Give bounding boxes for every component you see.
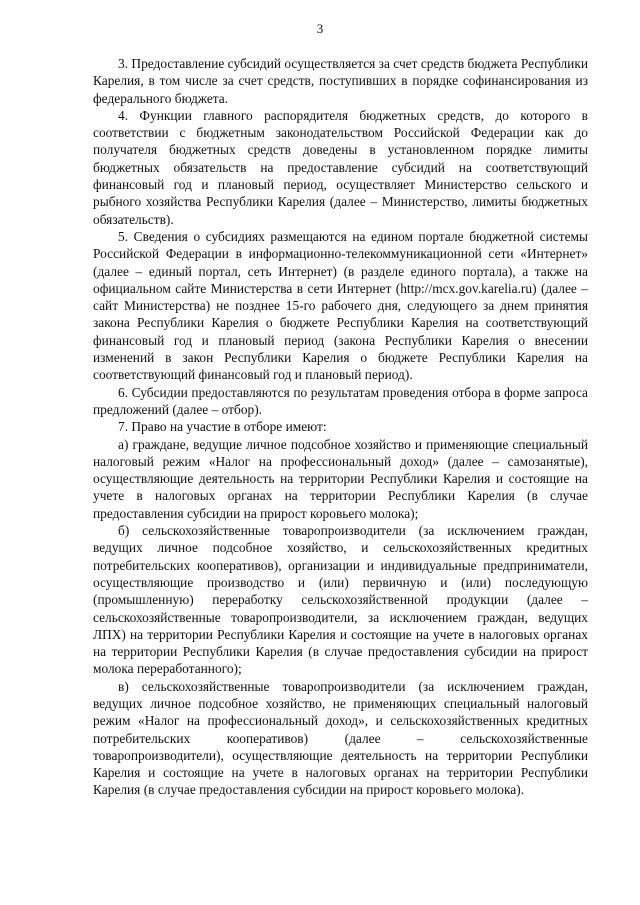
paragraph-subitem-a: а) граждане, ведущие личное подсобное хозяйство и применяющие специальный налоговый режим «Налог на профессиональный доход» (далее – самозанятые), осуществляющие деятельность на территории Республики Карелия и состоящие на учете в налоговых органах на территории Республики Карелия (в случае предоставления субсидии на прирост коровьего молока); (93, 436, 588, 521)
paragraph-subitem-b: б) сельскохозяйственные товаропроизводители (за исключением граждан, ведущих личное подсобное хозяйство, и сельскохозяйственных кредитных потребительских кооперативов), организации и индивидуальные предприниматели, осуществляющие производство и (или) первичную и (или) последующую (промышленную) переработку сельскохозяйственной продукции (далее – сельскохозяйственные товаропроизводители, за исключением граждан, ведущих ЛПХ) на территории Республики Карелия и состоящие на учете в налоговых органах на территории Республики Карелия (в случае предоставления субсидии на прирост молока переработанного); (93, 523, 588, 677)
paragraph-subitem-v: в) сельскохозяйственные товаропроизводители (за исключением граждан, ведущих личное подсобное хозяйство, не применяющих специальный налоговый режим «Налог на профессиональный доход», и сельскохозяйственных кредитных потребительских кооперативов) (далее – сельскохозяйственные товаропроизводители), осуществляющие деятельность на территории Республики Карелия и состоящие на учете в налоговых органах на территории Республики Карелия (в случае предоставления субсидии на прирост коровьего молока). (93, 678, 588, 798)
paragraph-item-3: 3. Предоставление субсидий осуществляется за счет средств бюджета Республики Карелия, в том числе за счет средств, поступивших в порядке софинансирования из федерального бюджета. (93, 56, 588, 106)
paragraph-item-6: 6. Субсидии предоставляются по результатам проведения отбора в форме запроса предложений (далее – отбор). (93, 384, 588, 417)
document-body (93, 55, 588, 799)
paragraph-item-4: 4. Функции главного распорядителя бюджетных средств, до которого в соответствии с бюджетным законодательством Российской Федерации как до получателя бюджетных средств доведены в установленном порядке лимиты бюджетных обязательств на предоставление субсидий на соответствующий финансовый год и плановый период, осуществляет Министерство сельского и рыбного хозяйства Республики Карелия (далее – Министерство, лимиты бюджетных обязательств). (93, 107, 588, 227)
paragraph-item-5: 5. Сведения о субсидиях размещаются на едином портале бюджетной системы Российской Федерации в информационно-телекоммуникационной сети «Интернет» (далее – единый портал, сеть Интернет) (в разделе единого портала), а также на официальном сайте Министерства в сети Интернет (http://mcx.gov.karelia.ru) (далее – сайт Министерства) не позднее 15-го рабочего дня, следующего за днем принятия закона Республики Карелия о бюджете Республики Карелия на соответствующий финансовый год и плановый период (закона Республики Карелия о внесении изменений в закон Республики Карелия о бюджете Республики Карелия на соответствующий финансовый год и плановый период). (93, 228, 588, 383)
page-number: 3 (316, 21, 324, 36)
paragraph-item-7: 7. Право на участие в отборе имеют: (118, 419, 327, 435)
